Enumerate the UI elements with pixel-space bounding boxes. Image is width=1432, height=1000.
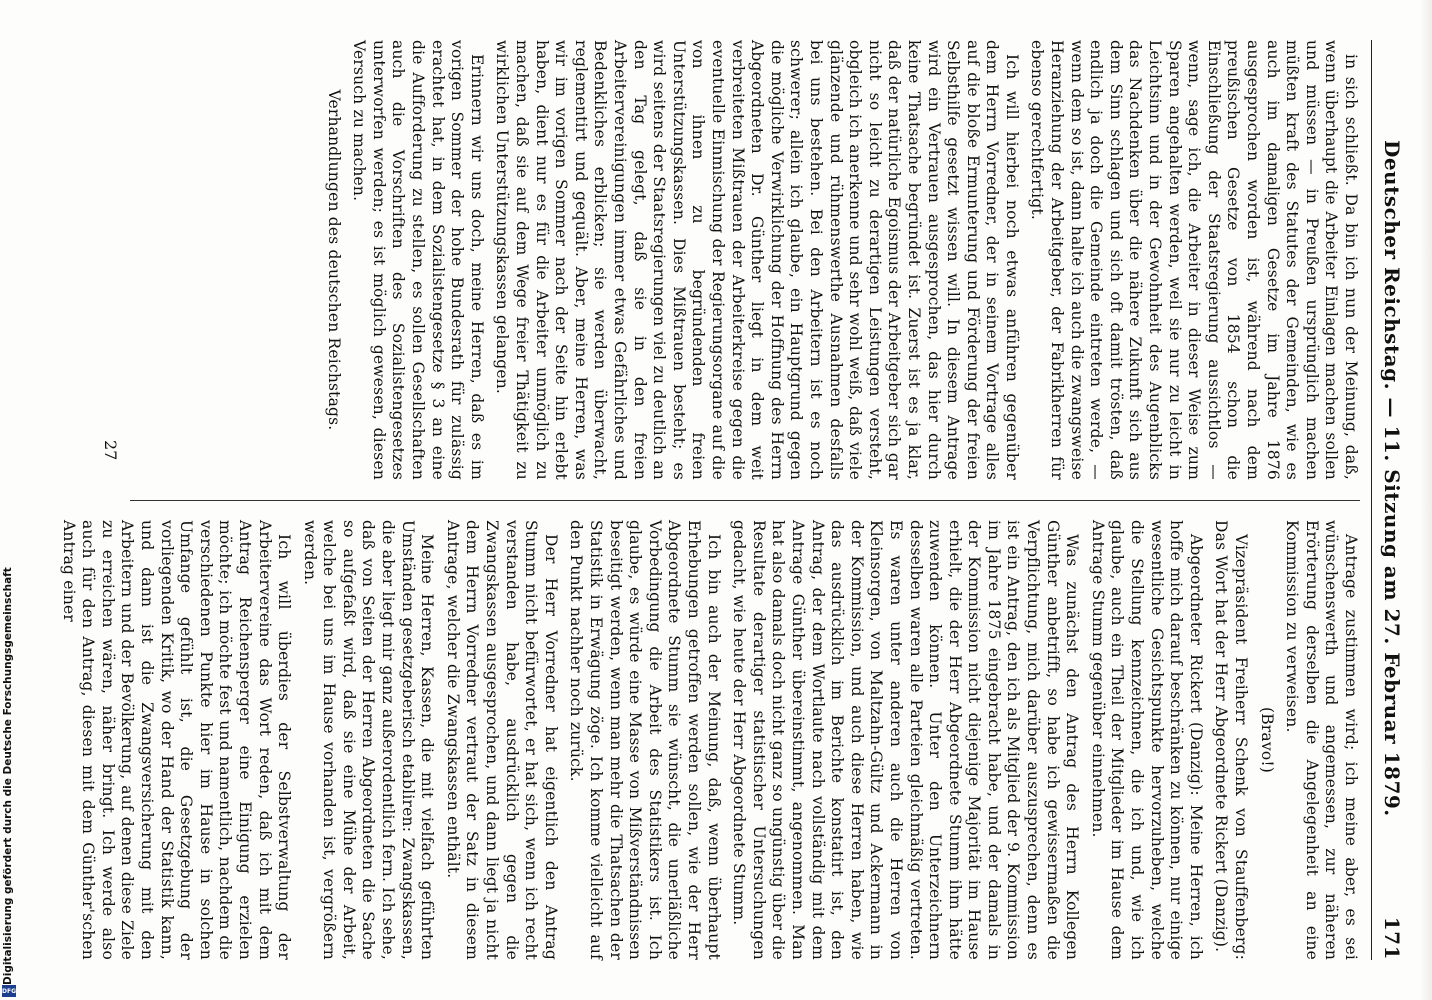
page-header [1371, 40, 1412, 960]
right-paragraph: Antrage zustimmen wird; ich meine aber, es sei wünschenswerth und angemessen, zur näheren Erörterung derselben die Angelegenheit an eine Kommission zu verweisen. [1283, 520, 1360, 960]
right-paragraph: Meine Herren, Kassen, die mit vielfach geführten Umständen gesetzgeberisch etabliren: Zwangskassen, die aber liegt mir ganz außerordentlich fern. Ich sehe, daß von Seiten der Herren Abgeordneten die Sache so aufgefaßt wird, daß sie eine Mühe der Arbeit, welche bei uns im Hause vorhanden ist, vergrößern werden. [300, 520, 437, 960]
left-paragraph: in sich schließt. Da bin ich nun der Meinung, daß, wenn überhaupt die Arbeiter Einlagen machen sollen und müssen — in Preußen ursprünglich machen müßten kraft des Statutes der Gemeinden, wie es auch im damaligen Gesetze im Jahre 1876 ausgesprochen worden ist, während nach dem preußischen Gesetze von 1854 schon die Einschließung der Staatsregierung aussichtlos — wenn, sage ich, die Arbeiter in dieser Weise zum Sparen angehalten werden, weil sie nur zu leicht in Leichtsinn und in der Gewohnheit des Augenblicks das Nachdenken über die nähere Zukunft sich aus dem Sinn schlagen und sich oft damit trösten, daß endlich ja doch die Gemeinde eintreten werde, — wenn dem so ist, dann halte ich auch die zwangsweise Heranziehung der Arbeitgeber, der Fabrikherren für ebenso gerechtfertigt. [1028, 40, 1360, 480]
page-header-title: Deutscher Reichstag. — 11. Sitzung am 27. Februar 1879. [1380, 139, 1404, 817]
applause-note: (Bravo!) [1257, 706, 1276, 774]
funding-note [2, 465, 14, 985]
folio-number: 27 [101, 440, 120, 461]
right-paragraph: Was zunächst den Antrag des Herrn Kollegen Günther anbetrifft, so habe ich gewissermaßen die Verpflichtung, mich darüber auszusprechen, denn es ist ein Antrag, den ich als Mitglied der 9. Kommission im Jahre 1875 eingebracht habe, und der damals in der Kommission nicht diejenige Majorität im Hause erhielt, die der Herr Abgeordnete Stumm ihm hätte zuwenden können. Unter den Unterzeichnern desselben waren alle Parteien gleichmäßig vertreten. Es waren unter anderen auch die Herren von Kleinsorgen, von Maltzahn-Gültz und Ackermann in der Kommission, und auch diese Herren haben, wie das ausdrücklich im Berichte konstatirt ist, den Antrag, der dem Wortlaute nach vollständig mit dem Antrage Günther übereinstimmt, angenommen. Man hat also damals doch nicht ganz so ungünstig über die Resultate derartiger statistischer Untersuchungen gedacht, wie heute der Herr Abgeordnete Stumm. [730, 520, 1082, 960]
left-paragraph: Ich will hierbei noch etwas anführen gegenüber dem Herrn Vorredner, der in seinem Vortrage alles auf die bloße Ermunterung und Förderung der freien Selbsthilfe gesetzt wissen will. In diesem Antrage wird ein Vertrauen ausgesprochen, das hier durch keine Thatsache begründet ist. Zuerst ist es ja klar, daß der natürliche Egoismus der Arbeitgeber sich gar nicht so leicht zu derartigen Leistungen versteht, obgleich ich anerkenne und sehr wohl weiß, daß viele glänzende und rühmenswerthe Ausnahmen desfalls bei uns bestehen. Bei den Arbeitern ist es noch schwerer; allein ich glaube, ein Hauptgrund gegen die mögliche Verwirklichung der Hoffnung des Herrn Abgeordneten Dr. Günther liegt in dem weit verbreiteten Mißtrauen der Arbeiterkreise gegen die eventuelle Einmischung der Regierungsorgane auf die von ihnen zu begründenden freien Unterstützungskassen. Dies Mißtrauen besteht; es wird seitens der Staatsregierungen viel zu deutlich an den Tag gelegt, daß sie in den freien Arbeitervereinigungen immer etwas Gefährliches und Bedenkliches erblicken; sie werden überwacht, reglementirt und gequält. Aber, meine Herren, was wir im vorigen Sommer nach der Seite hin erlebt haben, dient nur es für die Arbeiter unmöglich zu machen, daß sie auf dem Wege freier Thätigkeit zu wirklichen Unterstützungskassen gelangen. [493, 40, 1021, 480]
signature-line: Verhandlungen des deutschen Reichstags. [324, 89, 343, 431]
dfg-logo-icon: DFG [2, 985, 16, 997]
right-paragraph: Ich bin auch der Meinung, daß, wenn überhaupt Erhebungen getroffen werden sollen, wie der Herr Abgeordnete Stumm sie wünscht, die unerläßliche Vorbedingung die Arbeit des Statistikers ist. Ich glaube, es würde eine Masse von Mißverständnissen beseitigt werden, wenn man mehr die Thatsachen der Statistik in Erwägung zöge. Ich komme vielleicht auf den Punkt nachher noch zurück. [567, 520, 723, 960]
column-divider [130, 500, 1360, 501]
right-paragraph: Vizepräsident Freiherr Schenk von Stauffenberg: Das Wort hat der Herr Abgeordnete Rickert (Danzig). [1212, 520, 1251, 960]
page-number: 171 [1380, 916, 1404, 960]
right-text-column [59, 520, 1360, 960]
left-paragraph: Erinnern wir uns doch, meine Herren, daß es im vorigen Sommer der hohe Bundesrath für zulässig erachtet hat, in dem Sozialistengesetze § 3 an eine die Aufforderung zu stellen, es sollen Gesellschaften auch die Vorschriften des Sozialistengesetzes unterworfen werden; es ist möglich gewesen, diesen Versuch zu machen. [350, 40, 486, 480]
right-paragraph: Abgeordneter Rickert (Danzig): Meine Herren, ich hoffe mich darauf beschränken zu können, nur einige wesentliche Gesichtspunkte hervorzuheben, welche die Stellung kennzeichnen, die ich und, wie ich glaube, auch ein Theil der Mitglieder im Hause dem Antrage Stumm gegenüber einnehmen. [1088, 520, 1205, 960]
right-paragraph: Der Herr Vorredner hat eigentlich den Antrag Stumm nicht befürwortet, er hat sich, wenn ich recht verstanden habe, ausdrücklich gegen die Zwangskassen ausgesprochen, und dann liegt ja nicht dem Herrn Vorredner vertraut der Satz in diesem Antrage, welcher die Zwangskassen enthält. [443, 520, 560, 960]
left-text-column [130, 40, 1360, 480]
rotated-page-content [59, 0, 1420, 1000]
funding-text: Digitalisierung gefördert durch die Deutsche Forschungsgemeinschaft [2, 567, 14, 985]
scan-edge [1420, 0, 1432, 1000]
right-paragraph: Ich will überdies der Selbstverwaltung der Arbeitervereine das Wort reden, daß ich mit dem Antrag Reichensperger eine Einigung erzielen möchte; ich möchte fest und namentlich, nachdem die verschiedenen Punkte hier im Hause in solchen Umfange gefühlt ist, die Gesetzgebung der vorliegenden Kritik, wo der Hand der Statistik kann, und dann ist die Zwangsversicherung mit den Arbeitern und der Bevölkerung, auf denen diese Ziele zu erreichen wären, näher bringt. Ich werde also auch für den Antrag, diesen mit dem Günther'schen Antrag einer [59, 520, 294, 960]
footer-strip [0, 0, 18, 1000]
